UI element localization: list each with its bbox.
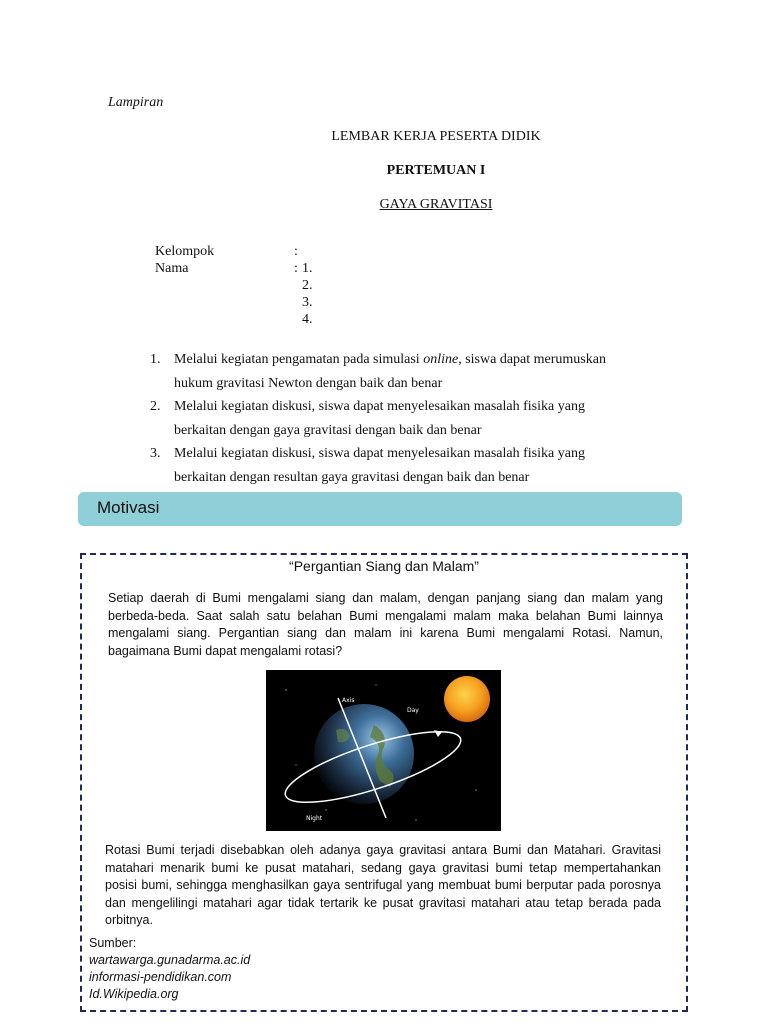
night-label: Night (306, 815, 323, 822)
topic-title: GAYA GRAVITASI (379, 197, 493, 212)
earth-rotation-image (266, 670, 501, 831)
nama-label: Nama (155, 261, 189, 276)
kelompok-colon: : (294, 244, 298, 259)
source-item: informasi-pendidikan.com (89, 970, 232, 984)
earth-rotation-illustration (266, 670, 501, 831)
objective-item (150, 348, 630, 395)
nama-number-3: 3. (302, 295, 313, 310)
nama-number-1: 1. (302, 261, 313, 276)
kelompok-label: Kelompok (155, 244, 215, 259)
nama-number-4: 4. (302, 312, 313, 327)
objective-item (150, 442, 630, 489)
earth-shape (314, 704, 414, 804)
nama-colon: : (294, 261, 298, 276)
worksheet-title: LEMBAR KERJA PESERTA DIDIK (331, 129, 541, 144)
axis-label: Axis (342, 697, 355, 704)
day-label: Day (407, 707, 419, 714)
objective-item (150, 395, 630, 442)
source-item: Id.Wikipedia.org (89, 987, 179, 1001)
objectives-list (150, 348, 630, 489)
motivasi-paragraph-1: Setiap daerah di Bumi mengalami siang dan malam, dengan panjang siang dan malam yang berbeda-beda. Saat salah satu belahan Bumi mengalami malam maka belahan Bumi lainnya mengalami siang. Pergantian siang dan malam ini karena Bumi mengalami Rotasi. Namun, bagaimana Bumi dapat mengalami rotasi? (108, 591, 663, 658)
sources-label: Sumber: (89, 936, 137, 950)
sun-shape (444, 676, 490, 722)
sources-block (89, 935, 250, 1003)
objective-text: Melalui kegiatan diskusi, siswa dapat menyelesaikan masalah fisika yang berkaitan dengan resultan gaya gravitasi dengan baik dan benar (174, 446, 585, 485)
nama-number-2: 2. (302, 278, 313, 293)
objective-number: 1. (150, 352, 161, 367)
source-item: wartawarga.gunadarma.ac.id (89, 953, 251, 967)
motivasi-header-bar (78, 492, 682, 526)
box-title: “Pergantian Siang dan Malam” (289, 558, 479, 574)
motivasi-paragraph-2: Rotasi Bumi terjadi disebabkan oleh adanya gaya gravitasi antara Bumi dan Matahari. Gravitasi matahari menarik bumi ke pusat matahari, sedang gaya gravitasi bumi tetap mempertahankan posisi bumi, sehingga menghasilkan gaya sentrifugal yang membuat bumi berputar pada porosnya dan mengelilingi matahari agar tidak tertarik ke pusat gravitasi matahari atau tetap berada pada orbitnya. (105, 843, 661, 927)
objective-text: Melalui kegiatan diskusi, siswa dapat menyelesaikan masalah fisika yang berkaitan dengan gaya gravitasi dengan baik dan benar (174, 399, 585, 438)
meeting-title: PERTEMUAN I (386, 163, 486, 178)
objective-number: 3. (150, 446, 161, 461)
objective-text: Melalui kegiatan pengamatan pada simulasi online, siswa dapat merumuskan hukum gravitasi Newton dengan baik dan benar (174, 352, 606, 391)
motivasi-heading: Motivasi (97, 498, 160, 517)
objective-number: 2. (150, 399, 161, 414)
lampiran-label: Lampiran (108, 95, 164, 110)
